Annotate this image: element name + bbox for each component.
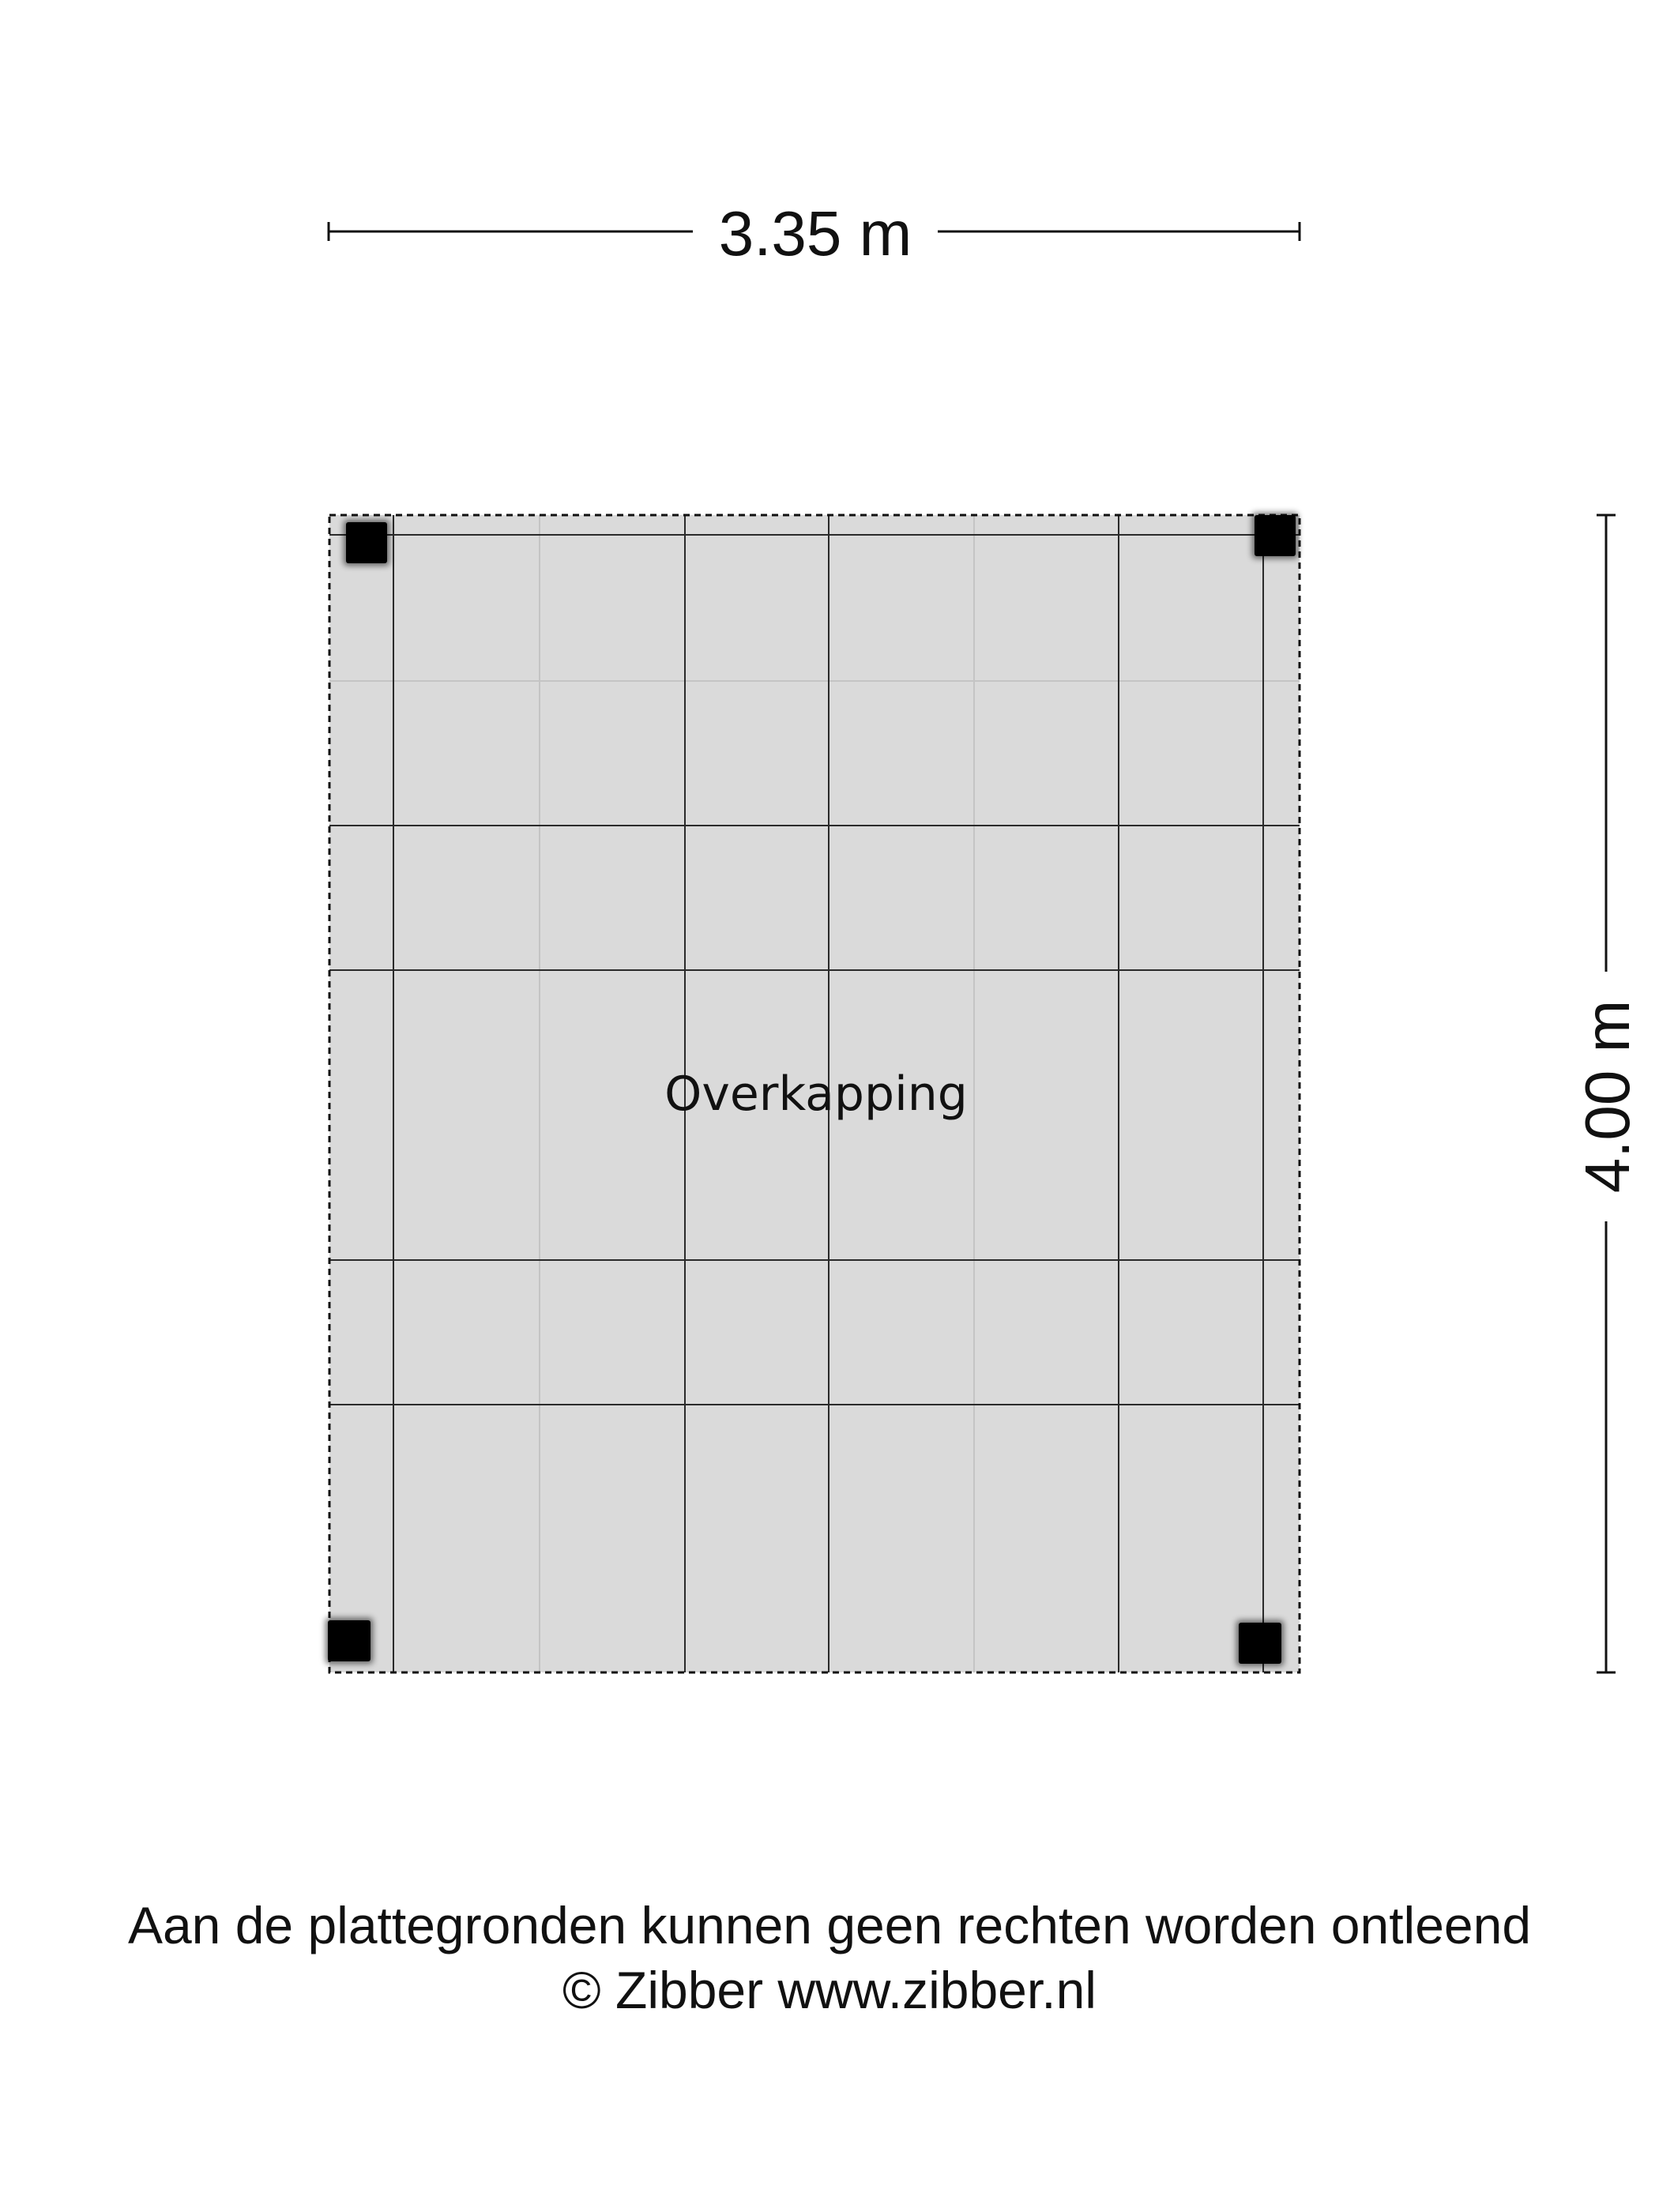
post-bottom-right bbox=[1236, 1620, 1284, 1666]
width-dimension bbox=[329, 198, 1300, 269]
height-dimension bbox=[1572, 515, 1642, 1672]
disclaimer-text: Aan de plattegronden kunnen geen rechten worden ontleend bbox=[127, 1896, 1532, 1954]
width-dimension-label: 3.35 m bbox=[718, 198, 912, 269]
height-dimension-label: 4.00 m bbox=[1572, 999, 1642, 1194]
room-label: Overkapping bbox=[664, 1066, 968, 1122]
copyright-text: © Zibber www.zibber.nl bbox=[562, 1961, 1097, 2019]
post-top-right bbox=[1252, 513, 1298, 559]
post-top-left bbox=[344, 520, 389, 566]
room-overkapping bbox=[325, 513, 1300, 1672]
post-bottom-left bbox=[325, 1618, 373, 1664]
